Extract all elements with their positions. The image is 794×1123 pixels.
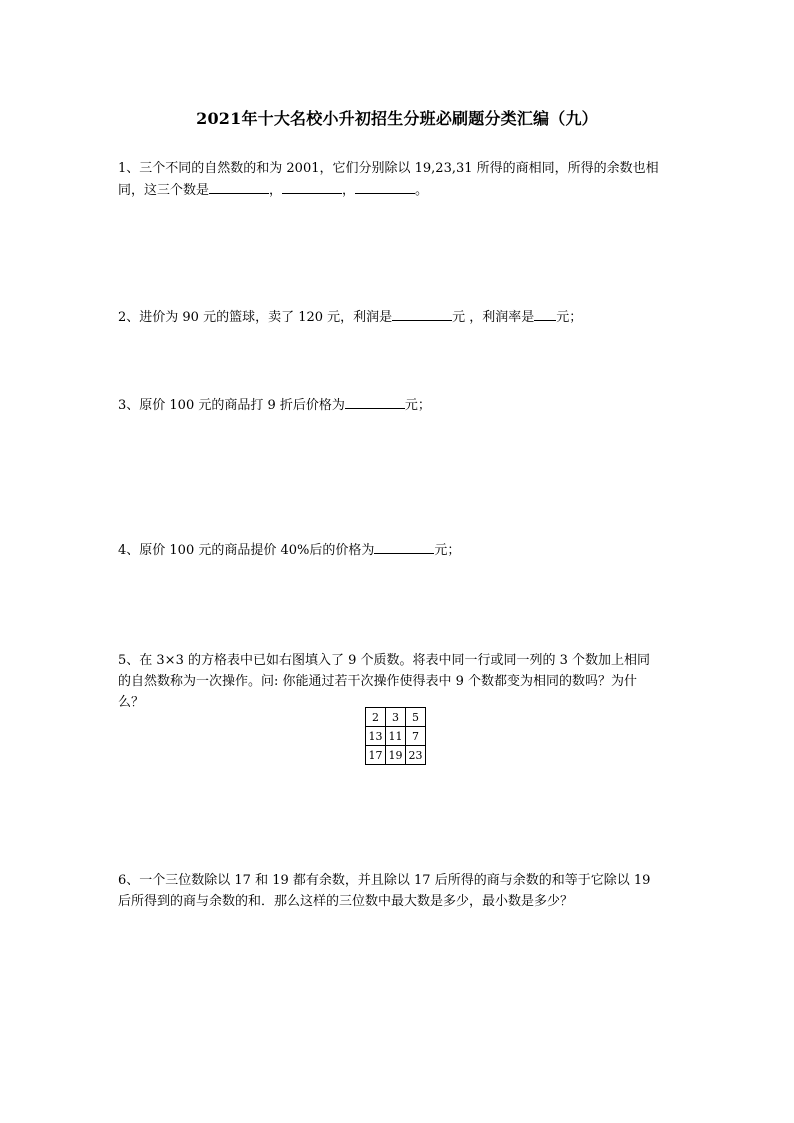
grid-cell: 17 <box>366 746 386 765</box>
grid-cell: 19 <box>386 746 406 765</box>
question-2-text-c: 元； <box>556 310 583 325</box>
answer-blank-2[interactable] <box>282 179 342 194</box>
separator: ， <box>342 183 356 198</box>
question-3-end: 元； <box>404 398 431 413</box>
grid-row <box>366 727 426 746</box>
grid-cell: 11 <box>386 727 406 746</box>
question-3-text: 3、原价 100 元的商品打 9 折后价格为 <box>118 398 345 413</box>
question-5-line-1: 5、在 3×3 的方格表中已如右图填入了 9 个质数。将表中同一行或同一列的 3 个数加上相同 <box>118 653 651 668</box>
question-5-line-2: 的自然数称为一次操作。问: 你能通过若干次操作使得表中 9 个数都变为相同的数吗？为什 <box>118 674 638 689</box>
answer-blank-1[interactable] <box>209 179 269 194</box>
answer-blank-profit[interactable] <box>392 306 452 321</box>
answer-blank-3[interactable] <box>355 179 415 194</box>
grid-cell: 2 <box>366 708 386 727</box>
answer-blank-discount-price[interactable] <box>345 394 405 409</box>
question-2-text-b: 元 ，利润率是 <box>452 310 535 325</box>
answer-blank-profit-rate[interactable] <box>534 306 556 321</box>
question-3 <box>118 394 678 416</box>
question-6 <box>118 870 678 912</box>
question-1-end: 。 <box>415 183 429 198</box>
grid-cell: 23 <box>406 746 426 765</box>
question-1-text: 同，这三个数是 <box>118 183 210 198</box>
grid-cell: 7 <box>406 727 426 746</box>
separator: ， <box>269 183 283 198</box>
grid-cell: 3 <box>386 708 406 727</box>
question-4-end: 元； <box>434 543 461 558</box>
question-1-line-2 <box>118 179 678 201</box>
answer-blank-raised-price[interactable] <box>374 539 434 554</box>
question-5-line-3: 么？ <box>118 695 145 710</box>
question-2 <box>118 306 678 328</box>
question-5 <box>118 650 678 713</box>
prime-grid-table <box>365 707 426 765</box>
grid-cell: 13 <box>366 727 386 746</box>
question-6-line-1: 6、一个三位数除以 17 和 19 都有余数，并且除以 17 后所得的商与余数的和等于它除以 19 <box>118 873 651 888</box>
question-4 <box>118 539 678 561</box>
question-6-line-2: 后所得到的商与余数的和．那么这样的三位数中最大数是多少，最小数是多少？ <box>118 894 574 909</box>
question-1-line-1: 1、三个不同的自然数的和为 2001，它们分别除以 19,23,31 所得的商相同，所得的余数也相 <box>118 161 659 176</box>
page-title: 2021年十大名校小升初招生分班必刷题分类汇编（九） <box>196 109 598 128</box>
grid-cell: 5 <box>406 708 426 727</box>
grid-row <box>366 708 426 727</box>
question-1 <box>118 158 678 201</box>
question-2-text: 2、进价为 90 元的篮球，卖了 120 元，利润是 <box>118 310 393 325</box>
grid-row <box>366 746 426 765</box>
question-4-text: 4、原价 100 元的商品提价 40%后的价格为 <box>118 543 375 558</box>
